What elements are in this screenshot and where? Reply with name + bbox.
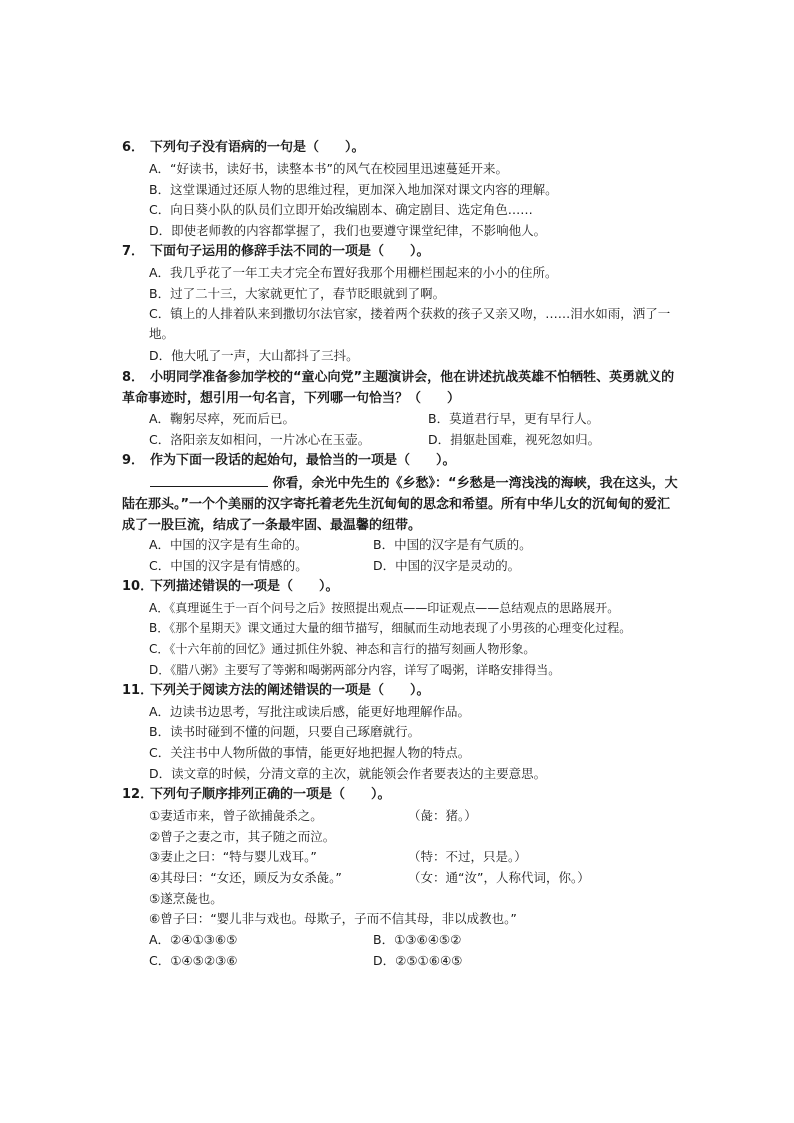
sentence-5: ⑤遂烹彘也。	[149, 891, 223, 906]
question-11-option-a: A．边读书边思考，写批注或读后感，能更好地理解作品。	[149, 704, 471, 719]
sentence-4: ④其母曰：“女还，顾反为女杀彘。”	[149, 870, 342, 885]
question-9-passage: 你看，余光中先生的《乡愁》：“乡愁是一湾浅浅的海峡，我在这头，大陆在那头。”一个个美丽的汉字寄托着老先生沉甸甸的思念和希望。所有中华儿女的沉甸甸的爱汇成了一股巨流，结成了一条最牢固、最温馨的纽带。	[122, 472, 678, 536]
question-6-option-d: D．即使老师教的内容都掌握了，我们也要遵守课堂纪律，不影响他人。	[149, 223, 547, 238]
question-9-option-d: D．中国的汉字是灵动的。	[373, 558, 521, 573]
question-10-stem: 10．下列描述错误的一项是（ ）。	[122, 579, 339, 594]
question-12-option-d: D．②⑤①⑥④⑤	[373, 953, 463, 968]
question-12-stem: 12．下列句子顺序排列正确的一项是（ ）。	[122, 787, 391, 802]
question-8-option-d: D．捐躯赴国难，视死忽如归。	[428, 432, 601, 447]
question-6-option-c: C．向日葵小队的队员们立即开始改编剧本、确定剧目、选定角色……	[149, 202, 533, 217]
question-11-option-d: D．读文章的时候，分清文章的主次，就能领会作者要表达的主要意思。	[149, 766, 547, 781]
question-10-option-b: B．《那个星期天》课文通过大量的细节描写，细腻而生动地表现了小男孩的心理变化过程。	[149, 621, 632, 635]
question-9-option-a: A．中国的汉字是有生命的。	[149, 537, 308, 552]
question-7-option-d: D．他大吼了一声，大山都抖了三抖。	[149, 348, 359, 363]
question-7-option-c: C．镇上的人排着队来到撒切尔法官家，搂着两个获救的孩子又亲又吻，……泪水如雨，洒了一地。	[149, 306, 671, 341]
sentence-6: ⑥曾子曰：“婴儿非与戏也。母欺子，子而不信其母，非以成教也。”	[149, 911, 517, 926]
question-7-stem: 7． 下面句子运用的修辞手法不同的一项是（ ）。	[122, 244, 430, 259]
sentence-3: ③妻止之曰：“特与婴儿戏耳。”	[149, 849, 317, 864]
question-8-option-a: A．鞠躬尽瘁，死而后已。	[149, 411, 296, 426]
sentence-1: ①妻适市来，曾子欲捕彘杀之。	[149, 808, 323, 823]
question-8-option-c: C．洛阳亲友如相问，一片冰心在玉壶。	[149, 432, 371, 447]
question-12-option-a: A．②④①③⑥⑤	[149, 932, 238, 947]
question-9-stem: 9． 作为下面一段话的起始句，最恰当的一项是（ ）。	[122, 453, 456, 468]
question-7-option-b: B．过了二十三，大家就更忙了，春节眨眼就到了啊。	[149, 286, 446, 301]
question-11-stem: 11．下列关于阅读方法的阐述错误的一项是（ ）。	[122, 683, 430, 698]
question-9-option-b: B．中国的汉字是有气质的。	[373, 537, 532, 552]
question-10-option-c: C．《十六年前的回忆》通过抓住外貌、神态和言行的描写刻画人物形象。	[149, 642, 536, 656]
question-10-option-d: D．《腊八粥》主要写了等粥和喝粥两部分内容，详写了喝粥，详略安排得当。	[149, 663, 561, 677]
question-11-option-b: B．读书时碰到不懂的问题，只要自己琢磨就行。	[149, 724, 421, 739]
sentence-3-note: （特：不过，只是。）	[408, 849, 527, 864]
sentence-1-note: （彘：猪。）	[408, 808, 477, 823]
question-6-option-a: A．“好读书，读好书，读整本书”的风气在校园里迅速蔓延开来。	[149, 161, 509, 176]
question-8-option-b: B．莫道君行早，更有早行人。	[428, 411, 600, 426]
question-6-option-b: B．这堂课通过还原人物的思维过程，更加深入地加深对课文内容的理解。	[149, 182, 558, 197]
question-6-stem: 6． 下列句子没有语病的一句是（ ）。	[122, 140, 365, 155]
question-12-option-c: C．①④⑤②③⑥	[149, 953, 238, 968]
answer-blank	[150, 472, 268, 487]
sentence-2: ②曾子之妻之市，其子随之而泣。	[149, 829, 336, 844]
question-8-stem: 8． 小明同学准备参加学校的“童心向党”主题演讲会，他在讲述抗战英雄不怕牺牲、英勇就义的革命事迹时，想引用一句名言，下列哪一句恰当？（ ）	[122, 370, 675, 406]
question-10-option-a: A．《真理诞生于一百个问号之后》按照提出观点——印证观点——总结观点的思路展开。	[149, 601, 620, 615]
question-11-option-c: C．关注书中人物所做的事情，能更好地把握人物的特点。	[149, 745, 471, 760]
sentence-4-note: （女：通“汝”，人称代词，你。）	[408, 870, 590, 885]
question-12-option-b: B．①③⑥④⑤②	[373, 932, 462, 947]
question-9-option-c: C．中国的汉字是有情感的。	[149, 558, 308, 573]
question-7-option-a: A．我几乎花了一年工夫才完全布置好我那个用栅栏围起来的小小的住所。	[149, 265, 558, 280]
